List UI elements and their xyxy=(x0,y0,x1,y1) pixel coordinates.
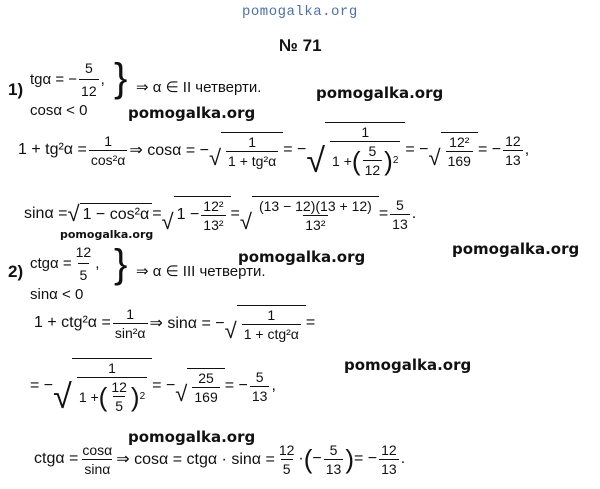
denominator: 169 xyxy=(447,152,471,169)
numerator: 1 xyxy=(126,305,135,322)
denominator: 5 xyxy=(78,263,90,285)
radicand: 1 − cos²α xyxy=(80,203,153,225)
expr: 1 + xyxy=(332,152,352,169)
denominator: 13² xyxy=(203,216,224,233)
watermark: pomogalka.org xyxy=(316,84,444,102)
denominator: 169 xyxy=(194,388,218,405)
part2-label: 2) xyxy=(8,262,24,281)
numerator: 1 xyxy=(361,124,370,140)
part2-system xyxy=(30,242,99,305)
brace-icon: } xyxy=(114,242,128,286)
brace-icon: } xyxy=(114,56,128,100)
numerator: 12² xyxy=(449,133,470,150)
denominator: 5 xyxy=(282,460,291,477)
sys-eq-1: tgα = − xyxy=(30,70,78,88)
numerator: (13 − 12)(13 + 12) xyxy=(258,197,372,214)
denominator: 13 xyxy=(392,215,408,232)
part1-conclusion: ⇒ α ∈ II четверти. xyxy=(136,79,262,96)
expr: ⇒ cosα = ctgα · sinα = xyxy=(116,451,275,468)
denominator: 13 xyxy=(325,460,342,477)
part2-line1 xyxy=(34,300,315,346)
sys-eq-1: ctgα = xyxy=(30,254,72,272)
expr: · xyxy=(298,450,304,467)
expr: = − xyxy=(152,377,176,394)
numerator: 5 xyxy=(255,368,264,385)
numerator: 12 xyxy=(505,132,521,149)
expr: 1 + tg²α = xyxy=(18,141,87,158)
denominator: cos²α xyxy=(90,151,126,168)
numerator: 1 xyxy=(108,360,116,376)
sqrt: √ 1 1 + ctg²α xyxy=(225,305,306,342)
expr: = − xyxy=(354,450,378,467)
watermark-top: pomogalka.org xyxy=(242,4,358,20)
numerator: 25 xyxy=(198,369,214,386)
denominator: sinα xyxy=(84,460,111,477)
part1-line1 xyxy=(18,110,529,190)
watermark: pomogalka.org xyxy=(128,428,256,446)
sqrt: √ 1 1 + ( $\frac{5}{12}$ ) 2 xyxy=(306,122,405,178)
expr: sinα = xyxy=(24,205,68,222)
denominator: 13 xyxy=(251,387,268,404)
expr: = xyxy=(378,205,389,222)
numerator: 5 xyxy=(329,441,338,458)
watermark: pomogalka.org xyxy=(128,104,256,122)
sqrt: √ $\frac{1}{\text{1 + tg²α}}$ xyxy=(209,132,283,169)
watermark: pomogalka.org xyxy=(238,248,366,266)
watermark: pomogalka.org xyxy=(452,240,580,258)
numerator: 1 xyxy=(104,132,113,149)
expr: = − xyxy=(283,141,307,158)
expr: ⇒ sinα = − xyxy=(149,315,225,332)
sqrt: √ $\frac{25}{169}$ xyxy=(175,368,224,405)
comma: , xyxy=(524,141,530,158)
numerator: 12² xyxy=(203,197,224,214)
sys-eq-2: cosα < 0 xyxy=(30,102,88,119)
watermark: pomogalka.org xyxy=(344,356,472,374)
comma: , xyxy=(95,254,100,272)
sqrt: √ $\frac{\text{12²}}{169}$ xyxy=(429,132,478,169)
expr: = − xyxy=(477,141,502,158)
numerator: 1 xyxy=(267,306,276,323)
denominator: 13² xyxy=(305,216,326,233)
numerator: 12 xyxy=(278,441,295,458)
denominator: 1 + tg²α xyxy=(228,152,277,169)
denominator: 5 xyxy=(115,398,124,414)
part2-line2 xyxy=(30,346,276,426)
denominator: 13 xyxy=(381,460,397,477)
part1-line2 xyxy=(24,190,416,238)
comma: , xyxy=(271,377,276,394)
expr: ⇒ cosα = − xyxy=(129,142,209,159)
numerator: 5 xyxy=(396,196,404,213)
denominator: 12 xyxy=(79,79,99,101)
numerator: 12 xyxy=(381,441,397,458)
numerator: 12 xyxy=(75,244,92,260)
expr: = − xyxy=(405,141,429,158)
period: . xyxy=(400,450,406,467)
numerator: cosα xyxy=(82,441,113,458)
comma: , xyxy=(100,70,105,88)
numerator: 5 xyxy=(368,143,377,159)
expr: 1 − xyxy=(176,206,200,223)
numerator: 1 xyxy=(248,133,257,150)
expr: 1 + ctg²α = xyxy=(34,314,111,331)
denominator: 1 + ctg²α xyxy=(243,325,299,342)
part2-conclusion: ⇒ α ∈ III четверти. xyxy=(136,263,266,280)
part1-label: 1) xyxy=(8,80,24,99)
expr: ctgα = xyxy=(34,450,79,467)
sqrt: √ $\frac{(13 - 12)(13 + 12)}{\text{13²}}$ xyxy=(240,196,379,233)
expr: = − xyxy=(224,377,248,394)
expr: = xyxy=(305,314,316,331)
expr: = xyxy=(152,205,162,222)
problem-title: № 71 xyxy=(279,36,322,55)
expr: = xyxy=(230,205,240,222)
expr: 1 + xyxy=(78,388,99,405)
numerator: 12 xyxy=(111,379,127,395)
period: . xyxy=(411,205,417,222)
sqrt: √ 1 1 + ( $\frac{12}{5}$ ) 2 xyxy=(53,358,152,414)
sqrt: √ 1 − $\frac{\text{12²}}{\text{13²}}$ xyxy=(162,196,231,233)
expr: − xyxy=(312,450,322,467)
sqrt: √ 1 − cos²α xyxy=(68,203,153,225)
expr: = − xyxy=(30,377,54,394)
denominator: 13 xyxy=(505,151,521,168)
numerator: 5 xyxy=(84,60,93,76)
sys-eq-2: sinα < 0 xyxy=(30,286,84,303)
denominator: sin²α xyxy=(114,324,146,341)
part2-line3: ctgα = $\frac{\cos\alpha}{\sin\alpha}$ ⇒ cosα = ctgα · sinα = $\frac{12}{5}$ · ( − $\frac{5}{13}$ ) = − $\frac{12}{13}$ . xyxy=(34,441,406,477)
watermark: pomogalka.org xyxy=(60,228,154,241)
denominator: 12 xyxy=(364,162,381,178)
